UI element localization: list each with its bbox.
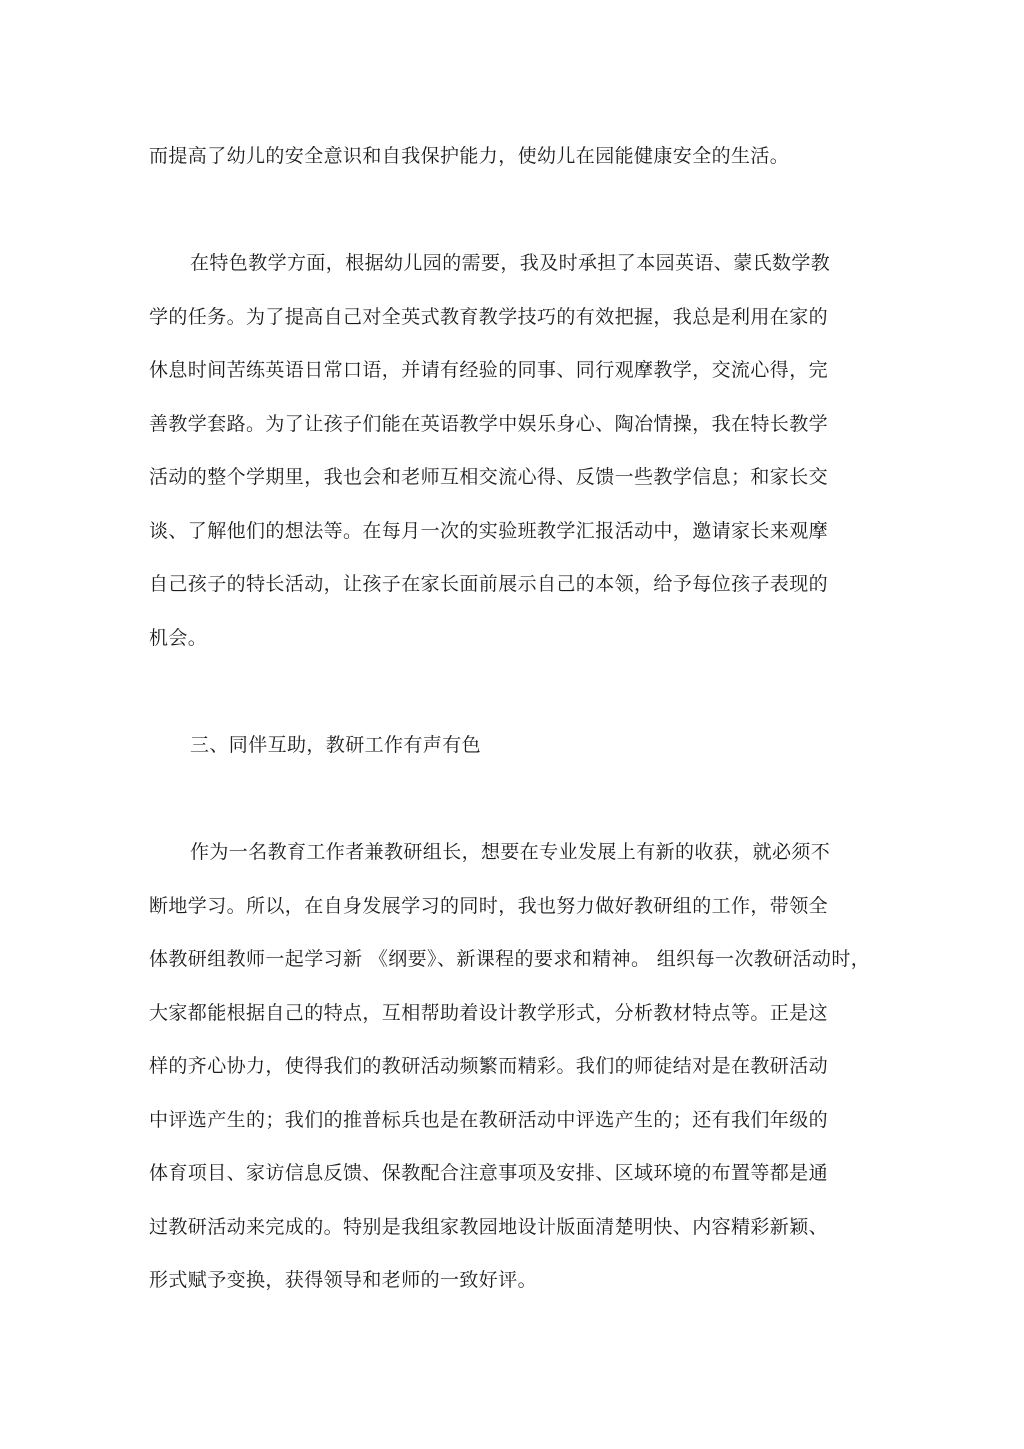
paragraph-line: 学的任务。为了提高自己对全英式教育教学技巧的有效把握，我总是利用在家的 (149, 306, 829, 328)
paragraph-line: 机会。 (149, 627, 208, 649)
paragraph-line: 过教研活动来完成的。特别是我组家教园地设计版面清楚明快、内容精彩新颖、 (149, 1216, 829, 1238)
paragraph-line: 休息时间苦练英语日常口语，并请有经验的同事、同行观摩教学，交流心得，完 (149, 359, 829, 381)
paragraph-line: 自己孩子的特长活动，让孩子在家长面前展示自己的本领，给予每位孩子表现的 (149, 573, 829, 595)
paragraph-line: 而提高了幼儿的安全意识和自我保护能力，使幼儿在园能健康安全的生活。 (149, 145, 790, 167)
paragraph-line: 样的齐心协力，使得我们的教研活动频繁而精彩。我们的师徒结对是在教研活动 (149, 1055, 829, 1077)
paragraph-line: 中评选产生的；我们的推普标兵也是在教研活动中评选产生的；还有我们年级的 (149, 1109, 829, 1131)
paragraph-line: 善教学套路。为了让孩子们能在英语教学中娱乐身心、陶冶情操，我在特长教学 (149, 413, 829, 435)
paragraph-line: 谈、了解他们的想法等。在每月一次的实验班教学汇报活动中，邀请家长来观摩 (149, 520, 829, 542)
paragraph-line: 形式赋予变换，获得领导和老师的一致好评。 (149, 1269, 538, 1291)
paragraph-line: 断地学习。所以，在自身发展学习的同时，我也努力做好教研组的工作，带领全 (149, 895, 829, 917)
paragraph-line: 体育项目、家访信息反馈、保教配合注意事项及安排、区域环境的布置等都是通 (149, 1162, 829, 1184)
paragraph-line: 作为一名教育工作者兼教研组长，想要在专业发展上有新的收获，就必须不 (190, 841, 831, 863)
paragraph-line: 活动的整个学期里，我也会和老师互相交流心得、反馈一些教学信息；和家长交 (149, 466, 829, 488)
paragraph-line: 在特色教学方面，根据幼儿园的需要，我及时承担了本园英语、蒙氏数学教 (190, 252, 831, 274)
paragraph-line: 体教研组教师一起学习新 《纲要》、新课程的要求和精神。 组织每一次教研活动时， (149, 948, 871, 970)
paragraph-line: 大家都能根据自己的特点，互相帮助着设计教学形式，分析教材特点等。正是这 (149, 1002, 829, 1024)
section-heading: 三、同伴互助，教研工作有声有色 (190, 734, 482, 756)
